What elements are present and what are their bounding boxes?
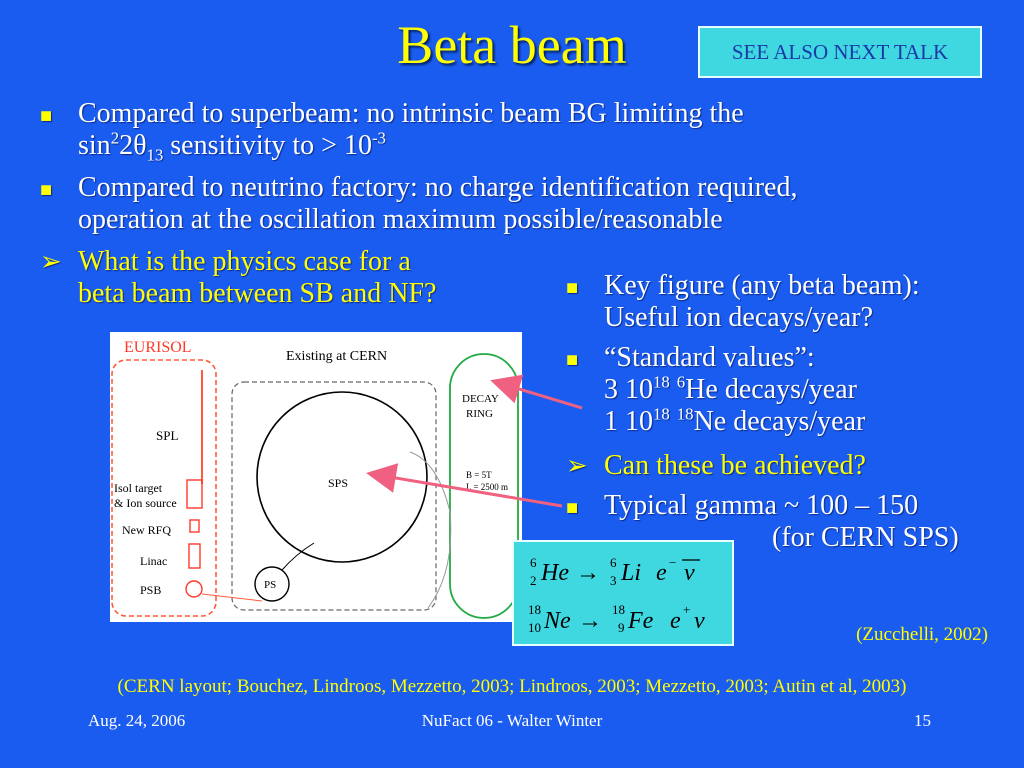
ne-mass-number: 18 [528,602,541,617]
he-rate-exponent: 18 [653,372,670,392]
eurisol-label: EURISOL [124,339,192,356]
he-isotope-mass: 6 [676,372,686,392]
ne-rate-base: 1 10 [604,406,653,437]
he-mass-number: 6 [530,555,537,570]
arrow-bullet-icon: ➢ [566,451,588,480]
key-figure-line1: Key figure (any beta beam): [604,270,920,301]
spl-label: SPL [156,428,179,443]
question-achieved-text: Can these be achieved? [604,450,866,481]
zucchelli-reference: (Zucchelli, 2002) [856,624,988,645]
positron: e [670,608,681,634]
square-bullet-icon: ■ [566,349,579,371]
neutrino-symbol: ν [694,608,705,634]
sin-exponent: 2 [110,128,120,148]
references-line: (CERN layout; Bouchez, Lindroos, Mezzetto, 2003; Lindroos, 2003; Mezzetto, 2003; Autin et al, 2003) [117,676,907,697]
ne-isotope-mass: 18 [676,404,694,424]
bullet-superbeam-line1: Compared to superbeam: no intrinsic beam BG limiting the [78,98,744,129]
key-figure-line2: Useful ion decays/year? [604,302,873,333]
fe-atomic-number: 9 [618,620,625,635]
fe-symbol: Fe [628,608,654,634]
theta-subscript: 13 [146,145,164,165]
electron-1-charge: − [669,555,677,570]
he-atomic-number: 2 [530,573,537,588]
see-also-box: SEE ALSO NEXT TALK [698,26,982,78]
standard-values-heading: “Standard values”: [604,342,815,373]
psb-label: PSB [140,583,162,597]
square-bullet-icon: ■ [40,179,53,201]
ne-atomic-number: 10 [528,620,541,635]
ion-source-label: & Ion source [114,496,177,510]
decay-formula-box [512,540,734,646]
theta-text: 2θ [119,130,147,161]
he-rate-base: 3 10 [604,374,653,405]
ne-decays-text: Ne decays/year [693,406,866,437]
pointer-to-sps [372,474,562,506]
b-field-label: B = 5T [466,470,492,480]
decay-label: DECAY [462,393,499,405]
sensitivity-text: sensitivity to > 10 [163,130,372,161]
electron-1: e [656,560,667,586]
rfq-label: New RFQ [122,523,172,537]
ne-symbol: Ne [544,608,571,634]
bullet-nf-line2: operation at the oscillation maximum possible/reasonable [78,204,723,235]
linac-label: Linac [140,554,168,568]
square-bullet-icon: ■ [40,105,53,127]
isol-target-label: Isol target [114,481,163,495]
positron-charge: + [683,602,691,617]
square-bullet-icon: ■ [566,497,579,519]
li-symbol: Li [621,560,642,586]
pointer-to-decay-ring [496,382,582,408]
slide-title: Beta beam [397,15,627,75]
question-line1: What is the physics case for a [78,246,411,277]
ne-rate-exponent: 18 [653,404,670,424]
ring-label: RING [466,408,493,420]
existing-cern-label: Existing at CERN [286,349,388,364]
bullet-nf-line1: Compared to neutrino factory: no charge identification required, [78,172,798,203]
ps-label: PS [264,579,277,591]
typical-gamma-line1: Typical gamma ~ 100 – 150 [604,490,919,521]
he-symbol: He [541,560,569,586]
page-number: 15 [914,711,931,730]
li-atomic-number: 3 [610,573,617,588]
length-label: L = 2500 m [466,482,508,492]
typical-gamma-line2: (for CERN SPS) [772,522,959,553]
sps-label: SPS [328,476,349,490]
footer-date: Aug. 24, 2006 [88,711,186,730]
sensitivity-exponent: -3 [371,128,386,148]
footer-title: NuFact 06 - Walter Winter [421,711,603,730]
decay-arrow-2: → [578,608,602,634]
li-mass-number: 6 [610,555,617,570]
arrow-bullet-icon: ➢ [40,247,62,276]
antineutrino-symbol: ν [684,560,695,586]
sin-text: sin [78,130,111,161]
decay-arrow-1: → [576,560,600,586]
fe-mass-number: 18 [612,602,625,617]
question-line2: beta beam between SB and NF? [78,278,437,309]
square-bullet-icon: ■ [566,277,579,299]
he-decays-text: He decays/year [685,374,857,405]
